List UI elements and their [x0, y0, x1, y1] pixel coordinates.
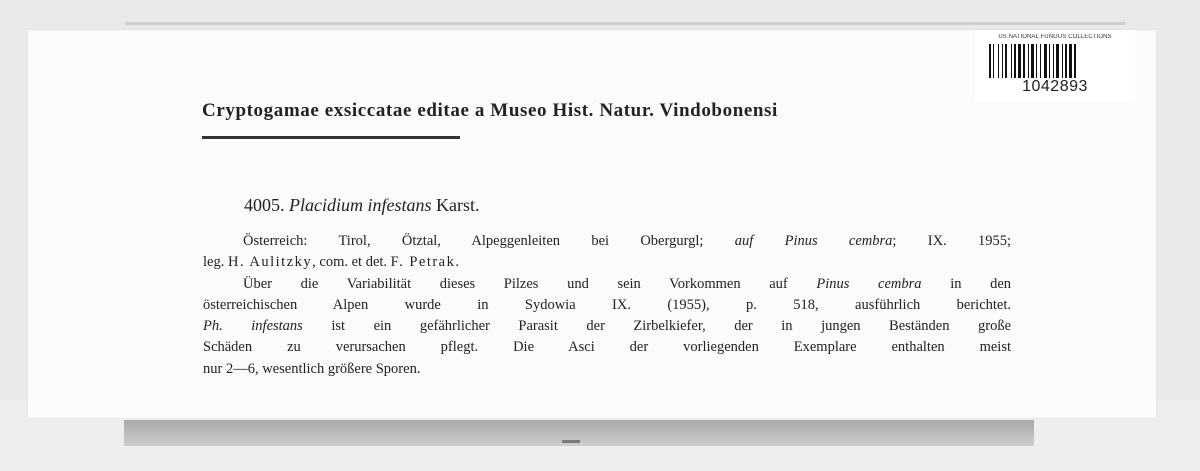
barcode-image	[989, 44, 1121, 78]
locality-text: Österreich: Tirol, Ötztal, Alpeggenleiten bei Obergurgl;	[243, 233, 704, 249]
notes-text: Über die Variabilität dieses Pilzes und sein Vorkommen auf	[243, 275, 788, 292]
collector-name: H. Aulitzky	[227, 254, 313, 271]
substrate-prefix: auf	[734, 233, 754, 249]
shadow-mark	[562, 440, 580, 443]
notes-line-5: nur 2—6, wesentlich größere Sporen.	[203, 360, 421, 377]
species-author: Karst.	[436, 195, 480, 215]
sheet-edge-line	[125, 22, 1125, 25]
entry-title	[244, 195, 480, 216]
host-name: Pinus cembra	[784, 233, 893, 249]
notes-text: in den	[950, 275, 1011, 292]
locality-line-2	[203, 252, 1011, 273]
barcode-number: 1042893	[1022, 78, 1088, 95]
barcode-label	[975, 30, 1135, 102]
species-name: Placidium infestans	[289, 195, 432, 215]
notes-line-3	[203, 316, 1011, 337]
notes-text: ist ein gefährlicher Parasit der Zirbelkiefer, der in jungen Beständen große	[331, 318, 1011, 335]
locality-line-1	[203, 231, 1011, 252]
leg-prefix: leg.	[203, 254, 225, 271]
header-underline	[202, 136, 460, 139]
host-name: Pinus cembra	[816, 275, 922, 292]
determiner-name: F. Petrak	[390, 254, 456, 271]
label-header-title: Cryptogamae exsiccatae editae a Museo Hist. Natur. Vindobonensi	[202, 100, 778, 121]
collection-date: ; IX. 1955;	[892, 233, 1011, 249]
period: .	[455, 254, 459, 271]
species-abbreviation: Ph. infestans	[203, 318, 303, 335]
entry-number: 4005.	[244, 195, 285, 215]
barcode-collection-name: US NATIONAL FUNGUS COLLECTIONS	[998, 34, 1112, 40]
label-body	[203, 231, 1011, 380]
com-det-text: , com. et det.	[312, 254, 388, 271]
notes-line-4: Schäden zu verursachen pflegt. Die Asci der vorliegenden Exemplare enthalten meist	[203, 339, 1011, 356]
notes-line-2: österreichischen Alpen wurde in Sydowia IX. (1955), p. 518, ausführlich berichtet.	[203, 296, 1011, 313]
notes-line-1	[203, 274, 1011, 295]
